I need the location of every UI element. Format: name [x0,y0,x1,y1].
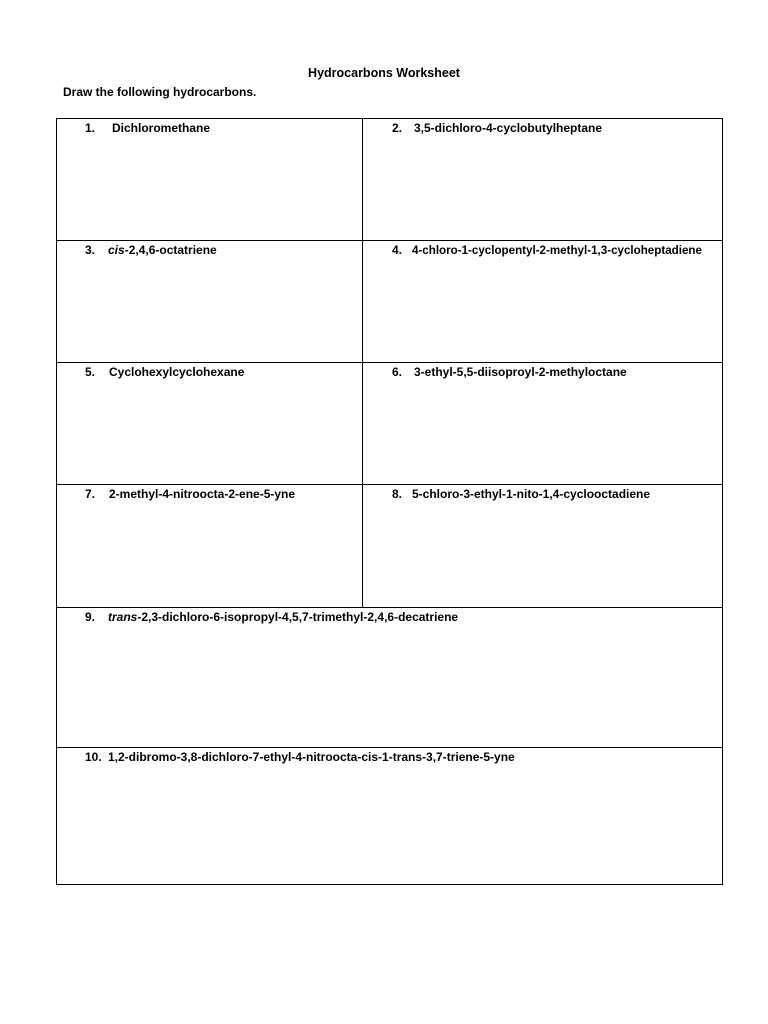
problem-number: 6. [392,365,403,379]
problem-name: 2-methyl-4-nitroocta-2-ene-5-yne [109,487,296,501]
problem-label-10 [85,750,515,764]
worksheet-title: Hydrocarbons Worksheet [308,66,460,80]
problem-cell-2 [363,119,722,241]
problem-name: Cyclohexylcyclohexane [109,365,245,379]
problem-cell-10 [57,748,722,884]
problem-name: 1,2-dibromo-3,8-dichloro-7-ethyl-4-nitroocta-cis-1-trans-3,7-triene-5-yne [108,750,515,764]
problem-number: 3. [85,243,96,257]
problem-label-1 [85,121,210,135]
problem-name: 3-ethyl-5,5-diisoproyl-2-methyloctane [414,365,627,379]
problem-cell-7 [57,485,363,608]
problem-name: 4-chloro-1-cyclopentyl-2-methyl-1,3-cycloheptadiene [412,244,702,257]
problem-cell-3 [57,241,363,363]
problem-prefix: trans- [108,610,142,624]
problem-name: 5-chloro-3-ethyl-1-nito-1,4-cyclooctadiene [412,487,651,501]
problem-label-2 [392,121,602,135]
problem-number: 9. [85,610,96,624]
problem-number: 10. [85,750,102,764]
problem-number: 2. [392,121,403,135]
problem-label-3 [85,243,217,257]
problem-number: 7. [85,487,96,501]
problem-name: 3,5-dichloro-4-cyclobutylheptane [414,121,603,135]
problem-label-5 [85,365,244,379]
problem-number: 4. [392,243,403,257]
problem-number: 1. [85,121,96,135]
problem-label-7 [85,487,295,501]
problems-grid [56,118,723,885]
problem-cell-9 [57,608,722,748]
problem-name: 2,3-dichloro-6-isopropyl-4,5,7-trimethyl-2,4,6-decatriene [141,610,459,624]
problem-label-9 [85,610,458,624]
problem-cell-6 [363,363,722,485]
problem-name: 2,4,6-octatriene [128,243,217,257]
problem-number: 5. [85,365,96,379]
problem-prefix: cis- [108,243,129,257]
instructions-text: Draw the following hydrocarbons. [63,85,257,99]
problem-cell-1 [57,119,363,241]
problem-cell-4 [363,241,722,363]
problem-number: 8. [392,487,403,501]
problem-name: Dichloromethane [112,121,211,135]
problem-label-6 [392,365,627,379]
problem-label-8 [392,487,650,501]
problem-cell-8 [363,485,722,608]
problem-label-4 [392,243,702,257]
problem-cell-5 [57,363,363,485]
